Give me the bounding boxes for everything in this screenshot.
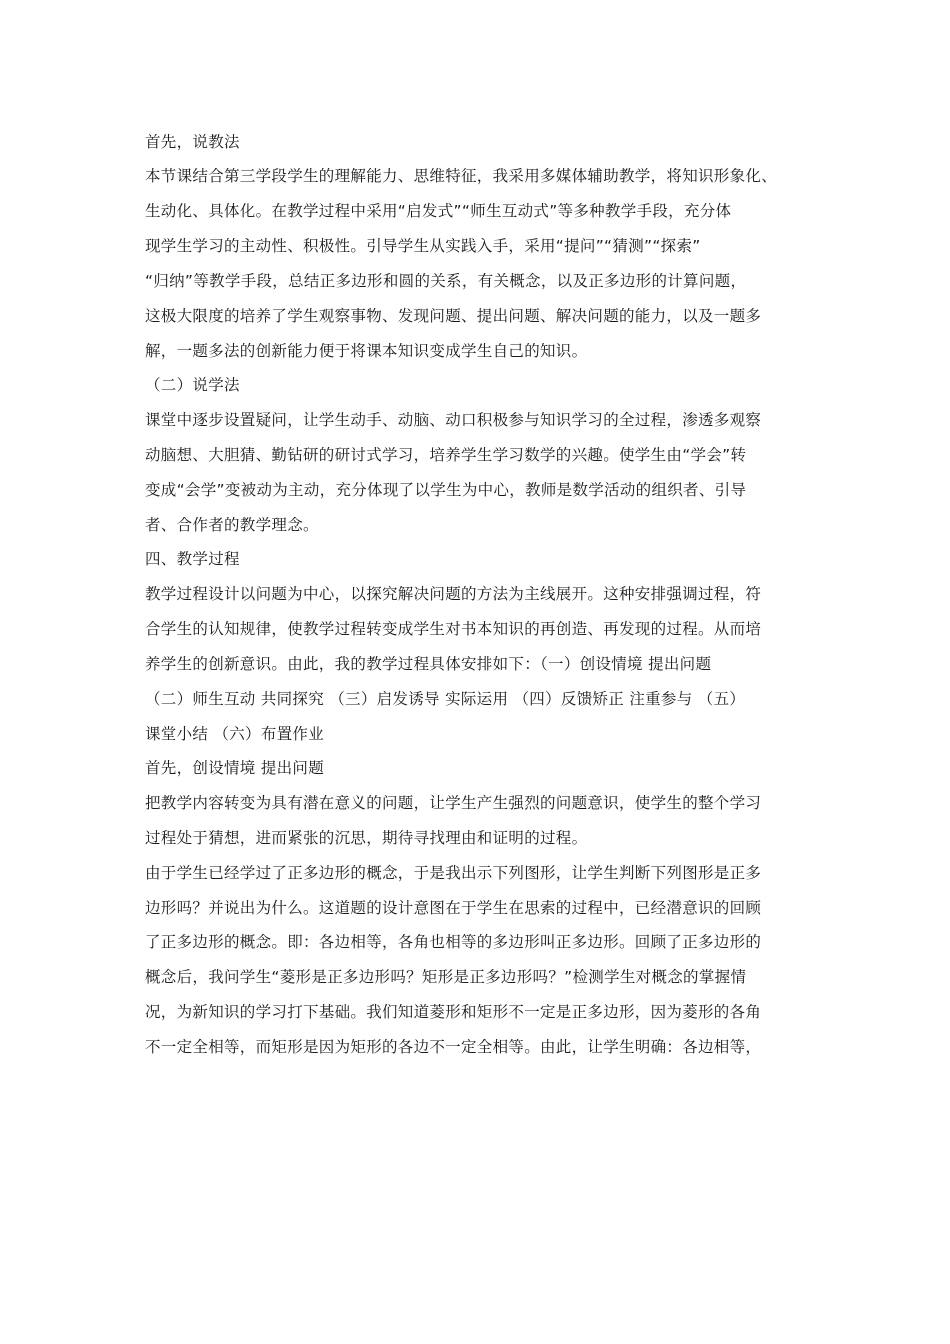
- paragraph-line: 把教学内容转变为具有潜在意义的问题，让学生产生强烈的问题意识，使学生的整个学习: [145, 794, 762, 812]
- heading-learning-method: （二）说学法: [145, 376, 240, 394]
- paragraph-line: 这极大限度的培养了学生观察事物、发现问题、提出问题、解决问题的能力，以及一题多: [145, 307, 762, 325]
- paragraph-line: 现学生学习的主动性、积极性。引导学生从实践入手，采用“提问”“猜测”“探索”: [145, 237, 701, 255]
- paragraph-line: （二）师生互动 共同探究 （三）启发诱导 实际运用 （四）反馈矫正 注重参与 （五）: [145, 690, 746, 708]
- heading-teaching-method: 首先，说教法: [145, 133, 240, 151]
- paragraph-line: 合学生的认知规律，使教学过程转变成学生对书本知识的再创造、再发现的过程。从而培: [145, 620, 762, 638]
- heading-teaching-process: 四、教学过程: [145, 550, 240, 568]
- paragraph-line: 过程处于猜想，进而紧张的沉思，期待寻找理由和证明的过程。: [145, 829, 588, 847]
- paragraph-line: 不一定全相等，而矩形是因为矩形的各边不一定全相等。由此，让学生明确：各边相等，: [145, 1038, 762, 1056]
- paragraph-line: “归纳”等教学手段，总结正多边形和圆的关系，有关概念，以及正多边形的计算问题，: [145, 272, 747, 290]
- paragraph-line: 本节课结合第三学段学生的理解能力、思维特征，我采用多媒体辅助教学，将知识形象化、: [145, 167, 778, 185]
- paragraph-line: 生动化、具体化。在教学过程中采用“启发式”“师生互动式”等多种教学手段，充分体: [145, 202, 732, 220]
- paragraph-line: 由于学生已经学过了正多边形的概念，于是我出示下列图形，让学生判断下列图形是正多: [145, 864, 762, 882]
- paragraph-line: 了正多边形的概念。即：各边相等，各角也相等的多边形叫正多边形。回顾了正多边形的: [145, 933, 762, 951]
- paragraph-line: 边形吗？并说出为什么。这道题的设计意图在于学生在思索的过程中，已经潜意识的回顾: [145, 899, 762, 917]
- paragraph-line: 变成“会学”变被动为主动，充分体现了以学生为中心，教师是数学活动的组织者、引导: [145, 481, 747, 499]
- paragraph-line: 概念后，我问学生“菱形是正多边形吗？矩形是正多边形吗？”检测学生对概念的掌握情: [145, 968, 747, 986]
- paragraph-line: 课堂中逐步设置疑问，让学生动手、动脑、动口积极参与知识学习的全过程，渗透多观察: [145, 411, 762, 429]
- paragraph-line: 况，为新知识的学习打下基础。我们知道菱形和矩形不一定是正多边形，因为菱形的各角: [145, 1003, 762, 1021]
- paragraph-line: 课堂小结 （六）布置作业: [145, 725, 325, 743]
- heading-create-situation: 首先，创设情境 提出问题: [145, 759, 325, 777]
- paragraph-line: 养学生的创新意识。由此，我的教学过程具体安排如下：（一）创设情境 提出问题: [145, 655, 712, 673]
- paragraph-line: 动脑想、大胆猜、勤钻研的研讨式学习，培养学生学习数学的兴趣。使学生由“学会”转: [145, 446, 747, 464]
- paragraph-line: 解，一题多法的创新能力便于将课本知识变成学生自己的知识。: [145, 342, 588, 360]
- paragraph-line: 教学过程设计以问题为中心，以探究解决问题的方法为主线展开。这种安排强调过程，符: [145, 585, 762, 603]
- paragraph-line: 者、合作者的教学理念。: [145, 516, 319, 534]
